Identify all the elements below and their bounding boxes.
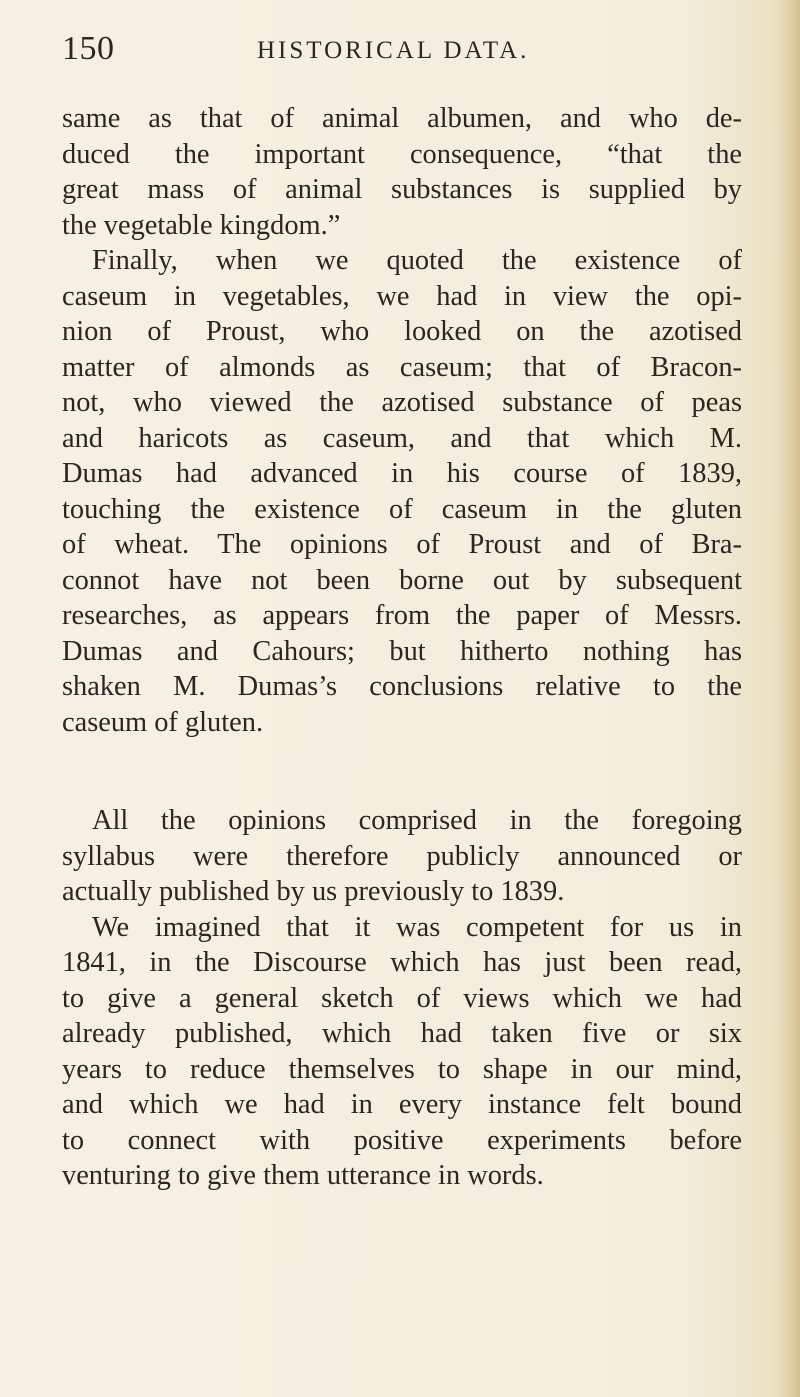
text-line: caseum of gluten. <box>62 706 264 738</box>
text-line: Finally, when we quoted the existence of <box>92 245 742 276</box>
text-line: We imagined that it was competent for us in <box>92 911 742 943</box>
paragraph-block-1 <box>62 101 742 740</box>
text-line: and haricots as caseum, and that which M. <box>62 422 742 454</box>
running-head: HISTORICAL DATA. <box>257 37 530 64</box>
text-line: Dumas had advanced in his course of 1839, <box>62 458 742 489</box>
text-line: Dumas and Cahours; but hitherto nothing has <box>62 635 742 667</box>
text-line: matter of almonds as caseum; that of Bracon- <box>62 351 742 383</box>
text-line: great mass of animal substances is supplied by <box>62 174 742 205</box>
text-line: to give a general sketch of views which we had <box>62 982 742 1014</box>
text-line: shaken M. Dumas’s conclusions relative to the <box>62 671 742 702</box>
text-line: of wheat. The opinions of Proust and of Bra- <box>62 529 742 560</box>
text-line: same as that of animal albumen, and who de- <box>62 103 742 134</box>
text-line: connot have not been borne out by subsequent <box>62 564 742 596</box>
text-line: syllabus were therefore publicly announced or <box>62 840 742 872</box>
text-line: to connect with positive experiments before <box>62 1124 742 1156</box>
text-line: the vegetable kingdom.” <box>62 209 341 241</box>
page-number: 150 <box>62 30 115 67</box>
text-line: 1841, in the Discourse which has just been read, <box>62 947 742 978</box>
paragraph-block-2 <box>62 803 742 1194</box>
page-header <box>62 30 742 70</box>
text-line: already published, which had taken five or six <box>62 1018 742 1049</box>
text-line: years to reduce themselves to shape in our mind, <box>62 1053 742 1085</box>
text-line: All the opinions comprised in the foregoing <box>92 805 742 836</box>
text-line: not, who viewed the azotised substance of peas <box>62 387 742 418</box>
text-line: caseum in vegetables, we had in view the opi- <box>62 280 742 312</box>
text-line: and which we had in every instance felt bound <box>62 1089 742 1120</box>
text-line: actually published by us previously to 1839. <box>62 876 565 907</box>
text-line: touching the existence of caseum in the gluten <box>62 493 742 525</box>
text-line: venturing to give them utterance in words. <box>62 1160 544 1191</box>
page-edge-shadow <box>778 0 800 1397</box>
text-line: researches, as appears from the paper of Messrs. <box>62 600 742 631</box>
text-line: nion of Proust, who looked on the azotised <box>62 316 742 347</box>
text-line: duced the important consequence, “that the <box>62 138 742 170</box>
